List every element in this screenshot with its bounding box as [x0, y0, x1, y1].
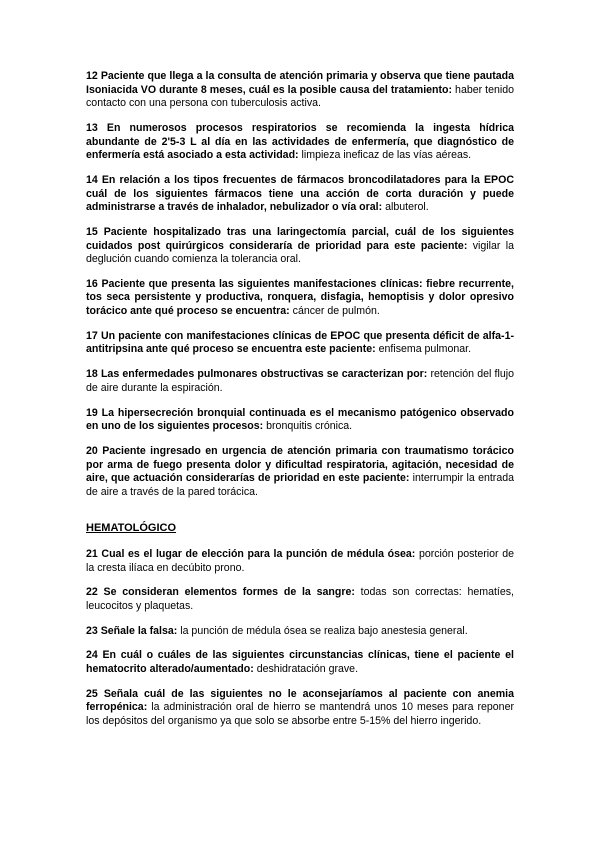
section-heading: HEMATOLÓGICO	[86, 522, 177, 535]
question-12	[86, 70, 514, 111]
answer-text: bronquitis crónica.	[266, 420, 353, 433]
question-text: 16 Paciente que presenta las siguientes manifestaciones clínicas: fiebre recurrente, tos seca persistente y productiva, ronquera, disfagia, hemoptisis y dolor opresivo torácico ante qué proceso se encuentra:	[86, 277, 514, 318]
answer-text: retención del flujo de aire durante la espiración.	[86, 368, 514, 394]
question-13	[86, 122, 514, 163]
question-16	[86, 278, 514, 319]
question-22	[86, 586, 514, 613]
question-text: 15 Paciente hospitalizado tras una laringectomía parcial, cuál de los siguientes cuidados post quirúrgicos consideraría de prioridad para este paciente:	[86, 225, 514, 252]
question-23	[86, 625, 514, 639]
question-21	[86, 548, 514, 575]
question-25	[86, 688, 514, 729]
question-15	[86, 226, 514, 267]
question-text: 12 Paciente que llega a la consulta de atención primaria y observa que tiene pautada Isoniacida VO durante 8 meses, cuál es la posible causa del tratamiento:	[86, 70, 514, 96]
answer-text: cáncer de pulmón.	[292, 305, 380, 318]
answer-text: deshidratación grave.	[256, 663, 359, 676]
answer-text: la administración oral de hierro se mantendrá unos 10 meses para reponer los depósitos del organismo ya que solo se absorbe entre 5-15% del hierro ingerido.	[86, 701, 514, 728]
question-19	[86, 407, 514, 434]
question-20	[86, 445, 514, 499]
question-text: 19 La hipersecreción bronquial continuada es el mecanismo patógenico observado en uno de los siguientes procesos:	[86, 406, 514, 433]
question-text: 17 Un paciente con manifestaciones clínicas de EPOC que presenta déficit de alfa-1-antitripsina ante qué proceso se encuentra este paciente:	[86, 329, 514, 356]
answer-text: albuterol.	[385, 201, 429, 214]
answer-text: interrumpir la entrada de aire a través de la pared torácica.	[86, 472, 514, 498]
answer-text: todas son correctas: hematíes, leucocitos y plaquetas.	[86, 586, 514, 612]
question-text: 22 Se consideran elementos formes de la sangre:	[86, 586, 355, 599]
answer-text: la punción de médula ósea se realiza bajo anestesia general.	[180, 624, 468, 637]
question-text: 13 En numerosos procesos respiratorios se recomienda la ingesta hídrica abundante de 2'5-3 L al día en las actividades de enfermería, que diagnóstico de enfermería está asociado a esta actividad:	[86, 121, 514, 162]
question-14	[86, 174, 514, 215]
answer-text: limpieza ineficaz de las vías aéreas.	[301, 149, 472, 162]
question-text: 18 Las enfermedades pulmonares obstructivas se caracterizan por:	[86, 368, 428, 381]
answer-text: enfisema pulmonar.	[378, 343, 472, 356]
question-text: 14 En relación a los tipos frecuentes de fármacos broncodilatadores para la EPOC cuál de los siguientes fármacos tiene una acción de corta duración y puede administrarse a través de inhalador, nebulizador o vía oral:	[86, 173, 514, 214]
answer-text: haber tenido contacto con una persona con tuberculosis activa.	[86, 83, 514, 110]
question-text: 20 Paciente ingresado en urgencia de atención primaria con traumatismo torácico por arma de fuego presenta dolor y dificultad respiratoria, agitación, necesidad de aire, que actuación considerarías de prioridad en este paciente:	[86, 444, 514, 485]
answer-text: vigilar la deglución cuando comienza la tolerancia oral.	[86, 239, 514, 266]
question-17	[86, 330, 514, 357]
question-text: 21 Cual es el lugar de elección para la punción de médula ósea:	[86, 547, 416, 560]
answer-text: porción posterior de la cresta ilíaca en decúbito prono.	[86, 547, 514, 574]
question-text: 25 Señala cuál de las siguientes no le aconsejaríamos al paciente con anemia ferropénica:	[86, 687, 514, 714]
question-text: 23 Señale la falsa:	[86, 624, 178, 637]
question-24	[86, 649, 514, 676]
question-18	[86, 368, 514, 395]
question-text: 24 En cuál o cuáles de las siguientes circunstancias clínicas, tiene el paciente el hematocrito alterado/aumentado:	[86, 649, 514, 676]
